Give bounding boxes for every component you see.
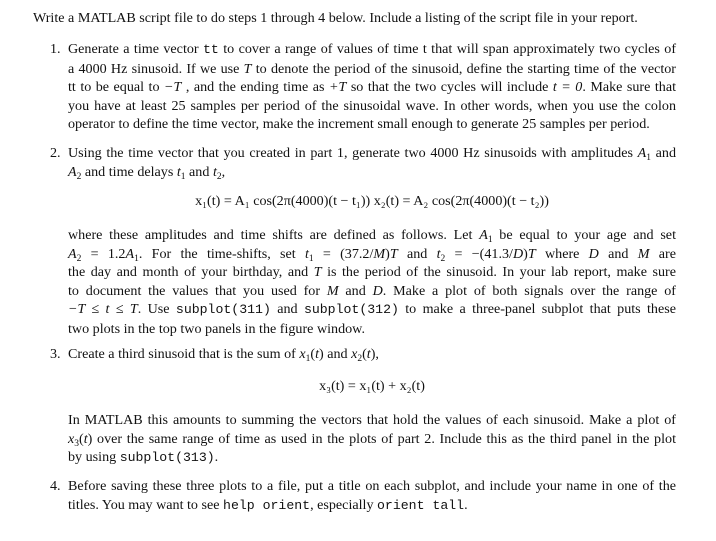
text-line: [68, 78, 676, 97]
text-run: to cover a range of values of time t that will span approximately two cycles of: [218, 41, 677, 57]
code-text: subplot(312): [303, 302, 399, 318]
text-line: [68, 300, 676, 320]
text-run: two plots in the top two panels in the figure window.: [68, 320, 365, 337]
text-line: [68, 144, 676, 163]
text-run: and: [185, 163, 213, 180]
code-text: tt: [203, 42, 219, 57]
math-symbol: $A_2$: [68, 163, 82, 182]
text-run: (: [310, 346, 316, 362]
text-run: so that the two cycles will include: [346, 79, 553, 96]
math-symbol: T: [527, 245, 536, 262]
math-symbol: $t_2$: [436, 245, 446, 264]
code-text: subplot(311): [175, 302, 271, 318]
math-symbol: $x_3$: [68, 430, 80, 449]
code-text: help orient: [223, 497, 311, 513]
math-symbol: t = 0: [552, 79, 583, 96]
math-symbol: T: [243, 60, 252, 77]
text-line: [68, 97, 676, 116]
math-symbol: +T: [328, 79, 347, 96]
text-run: and: [338, 282, 373, 299]
math-symbol: T: [313, 264, 322, 281]
text-line: [68, 496, 676, 516]
text-run: are: [649, 245, 676, 262]
math-symbol: D: [372, 282, 383, 299]
step-3-text: [68, 345, 676, 364]
text-run: and: [270, 301, 304, 318]
text-run: = −(41.3/: [445, 245, 513, 262]
text-run: ): [523, 245, 528, 262]
text-run: In MATLAB this amounts to summing the vectors that hold the values of each sinusoid. Make a plot of: [68, 412, 676, 428]
intro-text: Write a MATLAB script file to do steps 1 through 4 below. Include a listing of the script file in your report.: [33, 10, 638, 26]
text-run: . Make a plot of both signals over the range of: [382, 282, 676, 299]
text-line: [68, 448, 676, 468]
math-symbol: $x_1$: [299, 346, 311, 364]
text-run: ),: [370, 346, 379, 362]
text-run: Create a third sinusoid that is the sum of: [68, 346, 300, 362]
math-symbol: t: [366, 346, 371, 362]
text-run: operator to define the time vector, make the increment small enough to generate 25 samples per period.: [68, 116, 650, 133]
math-symbol: −T: [164, 79, 182, 96]
text-run: .: [464, 496, 468, 513]
math-symbol: D: [512, 245, 524, 262]
text-run: a 4000 Hz sinusoid. If we use: [68, 60, 244, 77]
text-run: where these amplitudes and time shifts are defined as follows. Let: [68, 227, 480, 243]
code-text: orient tall: [377, 497, 465, 513]
step-2-details: [68, 226, 676, 339]
text-run: . For the time-shifts, set: [138, 245, 305, 262]
step-number: 3.: [50, 346, 61, 362]
math-symbol: $t_2$: [212, 163, 222, 182]
text-line: [68, 411, 676, 430]
text-run: tt to be equal to: [68, 79, 164, 96]
math-symbol: M: [637, 245, 650, 262]
step-number: 2.: [50, 145, 61, 161]
text-run: be equal to your age and set: [492, 227, 676, 243]
math-symbol: −T ≤ t ≤ T: [68, 301, 138, 318]
text-run: ): [385, 245, 390, 262]
text-run: the day and month of your birthday, and: [68, 264, 314, 281]
text-run: ) over the same range of time as used in the plots of part 2. Include this as the third panel in the plot: [87, 430, 676, 447]
math-symbol: $x_2$: [351, 346, 363, 364]
step-number: 4.: [50, 478, 61, 494]
equation-x3: x₃(t) = x₁(t) + x₂(t): [319, 378, 425, 394]
math-symbol: $A_1$: [479, 227, 493, 245]
text-run: , and the ending time as: [181, 79, 329, 96]
text-run: , especially: [310, 496, 378, 513]
math-symbol: t: [315, 346, 319, 362]
text-line: [68, 263, 676, 282]
math-symbol: $A_2$: [68, 245, 82, 264]
step-2-text: [68, 144, 676, 181]
text-run: and: [651, 145, 677, 161]
text-line: [68, 477, 676, 496]
text-run: . Use: [137, 301, 176, 318]
text-run: = 1.2: [81, 245, 126, 262]
text-line: [68, 282, 676, 301]
text-line: [68, 226, 676, 245]
text-run: Using the time vector that you created in part 1, generate two 4000 Hz sinusoids with amplitudes: [68, 145, 638, 161]
text-line: [68, 320, 676, 339]
math-symbol: $t_1$: [304, 245, 314, 264]
code-text: subplot(313): [119, 450, 215, 466]
text-run: Before saving these three plots to a file, put a title on each subplot, and include your name in one of the: [68, 478, 676, 494]
text-run: ) and: [318, 346, 352, 362]
text-run: .: [214, 449, 219, 466]
text-line: [68, 345, 676, 364]
step-number: 1.: [50, 41, 61, 57]
math-symbol: D: [588, 245, 599, 262]
math-symbol: t: [83, 430, 88, 447]
text-line: [68, 115, 676, 134]
text-run: to make a three-panel subplot that puts these: [398, 301, 676, 318]
text-run: by using: [68, 449, 120, 466]
text-line: [68, 430, 676, 449]
math-symbol: T: [389, 245, 398, 262]
math-symbol: $A_1$: [125, 245, 139, 264]
math-symbol: M: [373, 245, 386, 262]
text-run: to document the values that you used for: [68, 282, 327, 299]
text-run: to denote the period of the sinusoid, define the starting time of the vector: [251, 60, 676, 77]
text-run: and: [598, 245, 638, 262]
math-symbol: M: [326, 282, 339, 299]
text-line: [68, 60, 676, 79]
text-run: Generate a time vector: [68, 41, 204, 57]
text-line: [68, 40, 676, 60]
math-symbol: $A_1$: [637, 145, 651, 163]
text-run: and time delays: [81, 163, 177, 180]
text-run: and: [397, 245, 437, 262]
math-symbol: $t_1$: [176, 163, 186, 182]
text-run: (: [79, 430, 84, 447]
text-line: [68, 163, 676, 182]
step-1-text: [68, 40, 676, 134]
text-run: ,: [221, 163, 226, 180]
text-run: you have at least 25 samples per period of the sinusoidal wave. In other words, when you use the colon: [68, 97, 676, 114]
text-run: . Make sure that: [582, 79, 676, 96]
text-run: = (37.2/: [313, 245, 374, 262]
step-3-details: [68, 411, 676, 468]
text-run: (: [362, 346, 367, 362]
equation-x1-x2: x₁(t) = A₁ cos(2π(4000)(t − t₁)) x₂(t) = A₂ cos(2π(4000)(t − t₂)): [195, 193, 549, 209]
text-run: titles. You may want to see: [68, 496, 224, 513]
text-run: is the period of the sinusoid. In your lab report, make sure: [321, 264, 677, 281]
text-run: where: [535, 245, 589, 262]
text-line: [68, 245, 676, 264]
step-4-text: [68, 477, 676, 515]
